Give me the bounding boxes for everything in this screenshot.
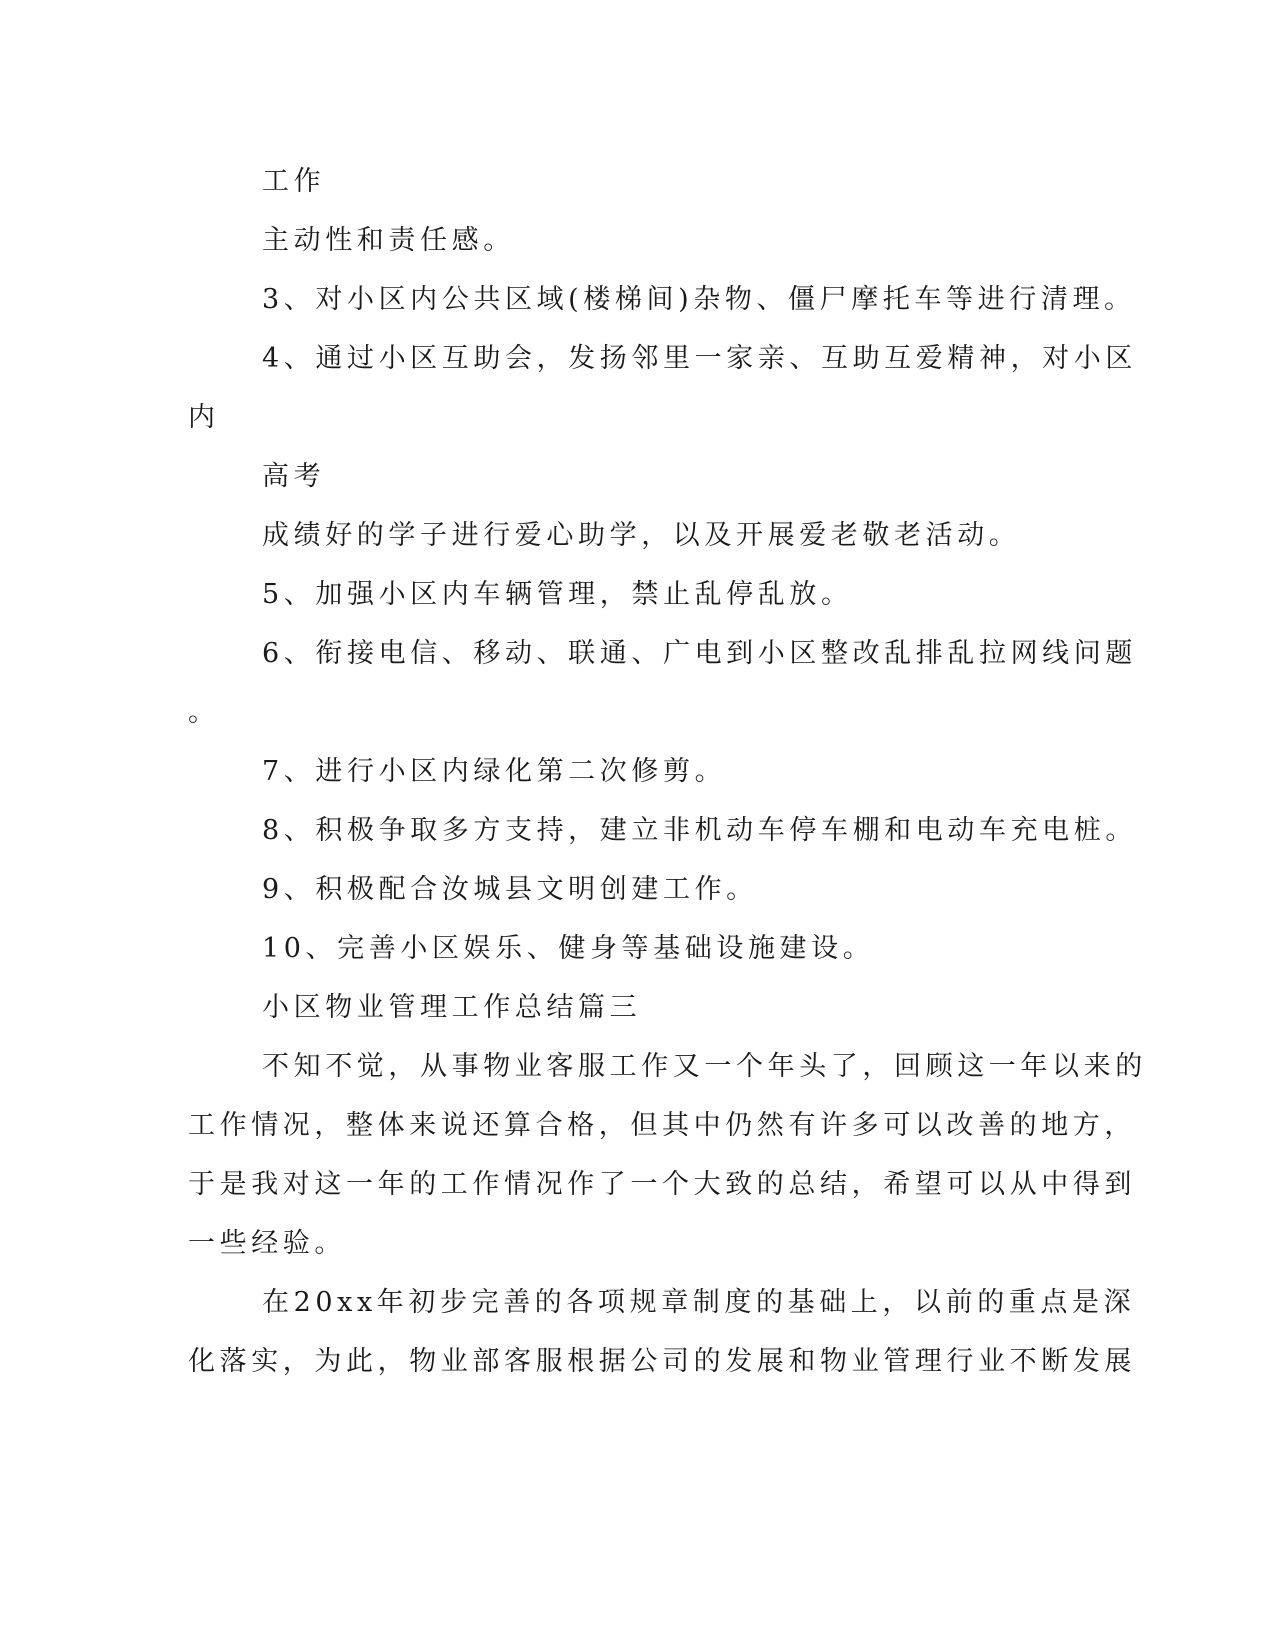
- section-heading: 小区物业管理工作总结篇三: [262, 992, 642, 1023]
- list-item-7: 7、进行小区内绿化第二次修剪。: [262, 756, 727, 787]
- list-item-6: 6、衔接电信、移动、联通、广电到小区整改乱排乱拉网线问题: [262, 638, 1137, 669]
- paragraph-line: 不知不觉，从事物业客服工作又一个年头了，回顾这一年以来的: [262, 1051, 1147, 1082]
- list-item-8: 8、积极争取多方支持，建立非机动车停车棚和电动车充电桩。: [262, 815, 1137, 846]
- list-item-4: 4、通过小区互助会，发扬邻里一家亲、互助互爱精神，对小区: [262, 343, 1137, 374]
- text-line: 高考: [262, 461, 326, 492]
- paragraph-line: 化落实，为此，物业部客服根据公司的发展和物业管理行业不断发展: [188, 1346, 1136, 1377]
- list-item-10: 10、完善小区娱乐、健身等基础设施建设。: [262, 933, 875, 964]
- paragraph-line: 工作情况，整体来说还算合格，但其中仍然有许多可以改善的地方，: [188, 1110, 1136, 1141]
- text-line: 主动性和责任感。: [262, 225, 515, 256]
- list-item-3: 3、对小区内公共区域(楼梯间)杂物、僵尸摩托车等进行清理。: [262, 284, 1136, 315]
- list-item-9: 9、积极配合汝城县文明创建工作。: [262, 874, 758, 905]
- text-line: 成绩好的学子进行爱心助学，以及开展爱老敬老活动。: [262, 520, 1021, 551]
- text-line: 内: [188, 402, 220, 433]
- paragraph-line: 一些经验。: [188, 1228, 346, 1259]
- list-item-5: 5、加强小区内车辆管理，禁止乱停乱放。: [262, 579, 853, 610]
- text-line: 。: [188, 697, 220, 728]
- paragraph-line: 于是我对这一年的工作情况作了一个大致的总结，希望可以从中得到: [188, 1169, 1136, 1200]
- text-line: 工作: [262, 166, 326, 197]
- paragraph-line: 在20xx年初步完善的各项规章制度的基础上，以前的重点是深: [262, 1287, 1136, 1318]
